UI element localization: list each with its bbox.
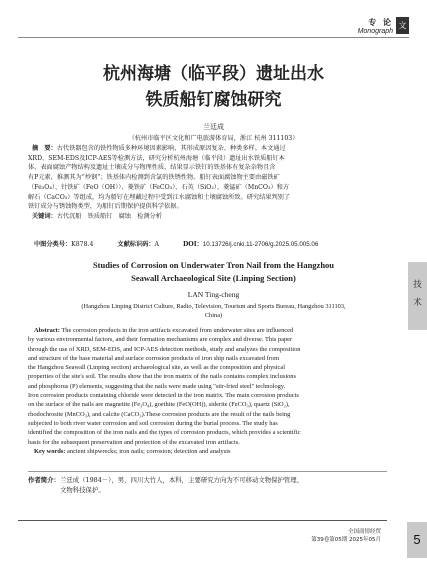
author-bio-line: 文物科技保护。 <box>60 486 105 494</box>
abstract-en-line: identified the composition of the iron nails and the types of corrosion products, which provides a scientific <box>28 429 301 437</box>
abstract-zh <box>28 144 400 222</box>
abstract-en-label: Abstract: <box>34 327 60 334</box>
doc-label: 文献标识码： <box>117 241 155 248</box>
affiliation-en <box>0 302 427 320</box>
abstract-zh-label: 摘 要： <box>32 145 57 152</box>
abstract-en-line: by various environmental factors, and their formation mechanisms are complex and diverse. This paper <box>28 336 293 344</box>
footer-journal-info <box>311 528 381 544</box>
abstract-en-line: rhodochrosite (MnCO₃), and calcite (CaCO₃).These corrosion products are the result of the nails being <box>28 410 291 418</box>
author-bio <box>28 475 388 495</box>
footer-issue: 第39卷第05期 2025年05月 <box>311 537 381 543</box>
column-name-zh: 专 论 <box>368 17 393 27</box>
abstract-zh-line: 古代铁器包含的铁性物质多种环境因素影响，其形成原因复杂、种类多样。本文通过 <box>56 145 286 152</box>
doi: 10.13726/j.cnki.11-2706/g.2025.05.005.06 <box>202 241 319 248</box>
title-zh-line-1: 杭州海塘（临平段）遗址出水 <box>103 64 324 84</box>
title-en-line-1: Studies of Corrosion on Underwater Tron Nail from the Hangzhou <box>92 260 335 270</box>
author-en: LAN Ting-cheng <box>187 290 240 299</box>
abstract-zh-line: （Fe₃O₄）、针铁矿（FeO（OH））、菱铁矿（FeCO₃）、石英（SiO₂）、菱锰矿（MnCO₃）和方 <box>28 183 290 191</box>
header-divider <box>18 37 409 38</box>
affiliation-en-line: (Hangzhou Linping District Culture, Radio, Television, Tourism and Sports Bureau, Hangzhou 311103, <box>81 303 346 310</box>
abstract-en-line: basis for the subsequent preservation and protection of the excavated iron artifacts. <box>28 438 240 446</box>
abstract-en-line: The corrosion products in the iron artifacts excavated from underwater sites are influenced <box>61 327 294 334</box>
abstract-en-line: properties of the site's soil. The results show that the iron matrix of the nails contains complex inclusions <box>28 373 296 381</box>
abstract-en-line: the Hangzhou Seawall (Linping section) archaeological site, as well as the composition and physical <box>28 364 285 372</box>
abstract-en <box>28 326 388 456</box>
column-header <box>358 18 393 35</box>
keywords-zh-label: 关键词： <box>32 212 57 220</box>
keywords-en: ancient shipwrecks; iron nails; corrosion; detection and analysis <box>67 447 231 455</box>
abstract-zh-line: 铁钉成分与锈蚀物类型，为船钉后期保护提供科学依据。 <box>28 203 183 211</box>
footer-divider <box>18 520 387 521</box>
abstract-en-line: on the surface of the nails are magnetite (Fe₃O₄), goethite (FeO(OH)), siderite (FeCO₃), quartz (SiO₂), <box>28 401 290 409</box>
abstract-en-line: Iron corrosion products containing chloride were detected in the iron matrix. The main corrosion products <box>28 392 299 400</box>
author-bio-label: 作者简介： <box>28 476 60 484</box>
abstract-zh-line: 有P元素，推测其为“炒钢”；铁基体内检测到含氯的铁锈性物。船钉表面腐蚀物主要由磁铁矿 <box>28 174 280 182</box>
keywords-zh: 古代沉船 铁质船钉 腐蚀 检测分析 <box>56 212 162 220</box>
section-side-tab <box>408 262 427 330</box>
abstract-en-line: subjected to both river water corrosion and soil corrosion during the burial process. The study has <box>28 419 278 427</box>
abstract-zh-line: 体、表面腐蚀产物结构及遗址土壤成分与物理性质，结果显示铁钉的铁基体有复杂杂物且含 <box>28 164 276 172</box>
clc-label: 中图分类号： <box>34 241 72 248</box>
abstract-zh-line: 解石（CaCO₃）等组成，均为船钉在埋藏过程中受到江水腐蚀和土壤腐蚀所致。研究结果判别了 <box>28 193 291 201</box>
clc-code: K878.4 <box>71 241 94 248</box>
bio-divider <box>28 471 387 472</box>
keywords-en-label: Key words: <box>34 447 66 455</box>
title-en-line-2: Seawall Archaeological Site (Linping Section) <box>131 273 296 283</box>
doi-label: DOI： <box>182 241 203 248</box>
abstract-zh-line: XRD、SEM-EDS及ICP-AES等检测方法，研究分析杭州海塘（临平段）遗址出水铁质船钉本 <box>28 154 285 162</box>
affiliation-zh: （杭州市临平区文化和广电旅游体育局，浙江 杭州 311103） <box>128 135 299 142</box>
author-bio-line: 兰廷成（1984－），男，四川大竹人，本科，主要研究方向为不可移动文物保护管理、 <box>59 476 304 484</box>
affiliation-en-line: China) <box>204 312 223 319</box>
abstract-en-line: through the use of XRD, SEM-EDS, and ICP-AES detection methods, study and analyzes the composition <box>28 345 301 353</box>
title-zh-line-2: 铁质船钉腐蚀研究 <box>145 90 282 110</box>
side-tab-char: 术 <box>413 298 422 308</box>
page-number: 5 <box>407 522 427 558</box>
footer-journal-name: 全国商情经贸 <box>347 529 381 535</box>
classification-line <box>34 239 318 248</box>
abstract-en-line: and phosphorus (P) elements, suggesting that the nails were made using "stir-fried steel" technology. <box>28 382 286 390</box>
doc-code: A <box>154 241 159 248</box>
abstract-en-line: and structure of the base material and surface corrosion products of iron ship nails excavated from <box>28 354 280 362</box>
author-zh: 兰廷成 <box>203 123 224 131</box>
side-tab-char: 技 <box>413 280 422 290</box>
journal-logo-icon: 文 <box>396 17 409 34</box>
column-name-en: Monograph <box>357 28 393 35</box>
